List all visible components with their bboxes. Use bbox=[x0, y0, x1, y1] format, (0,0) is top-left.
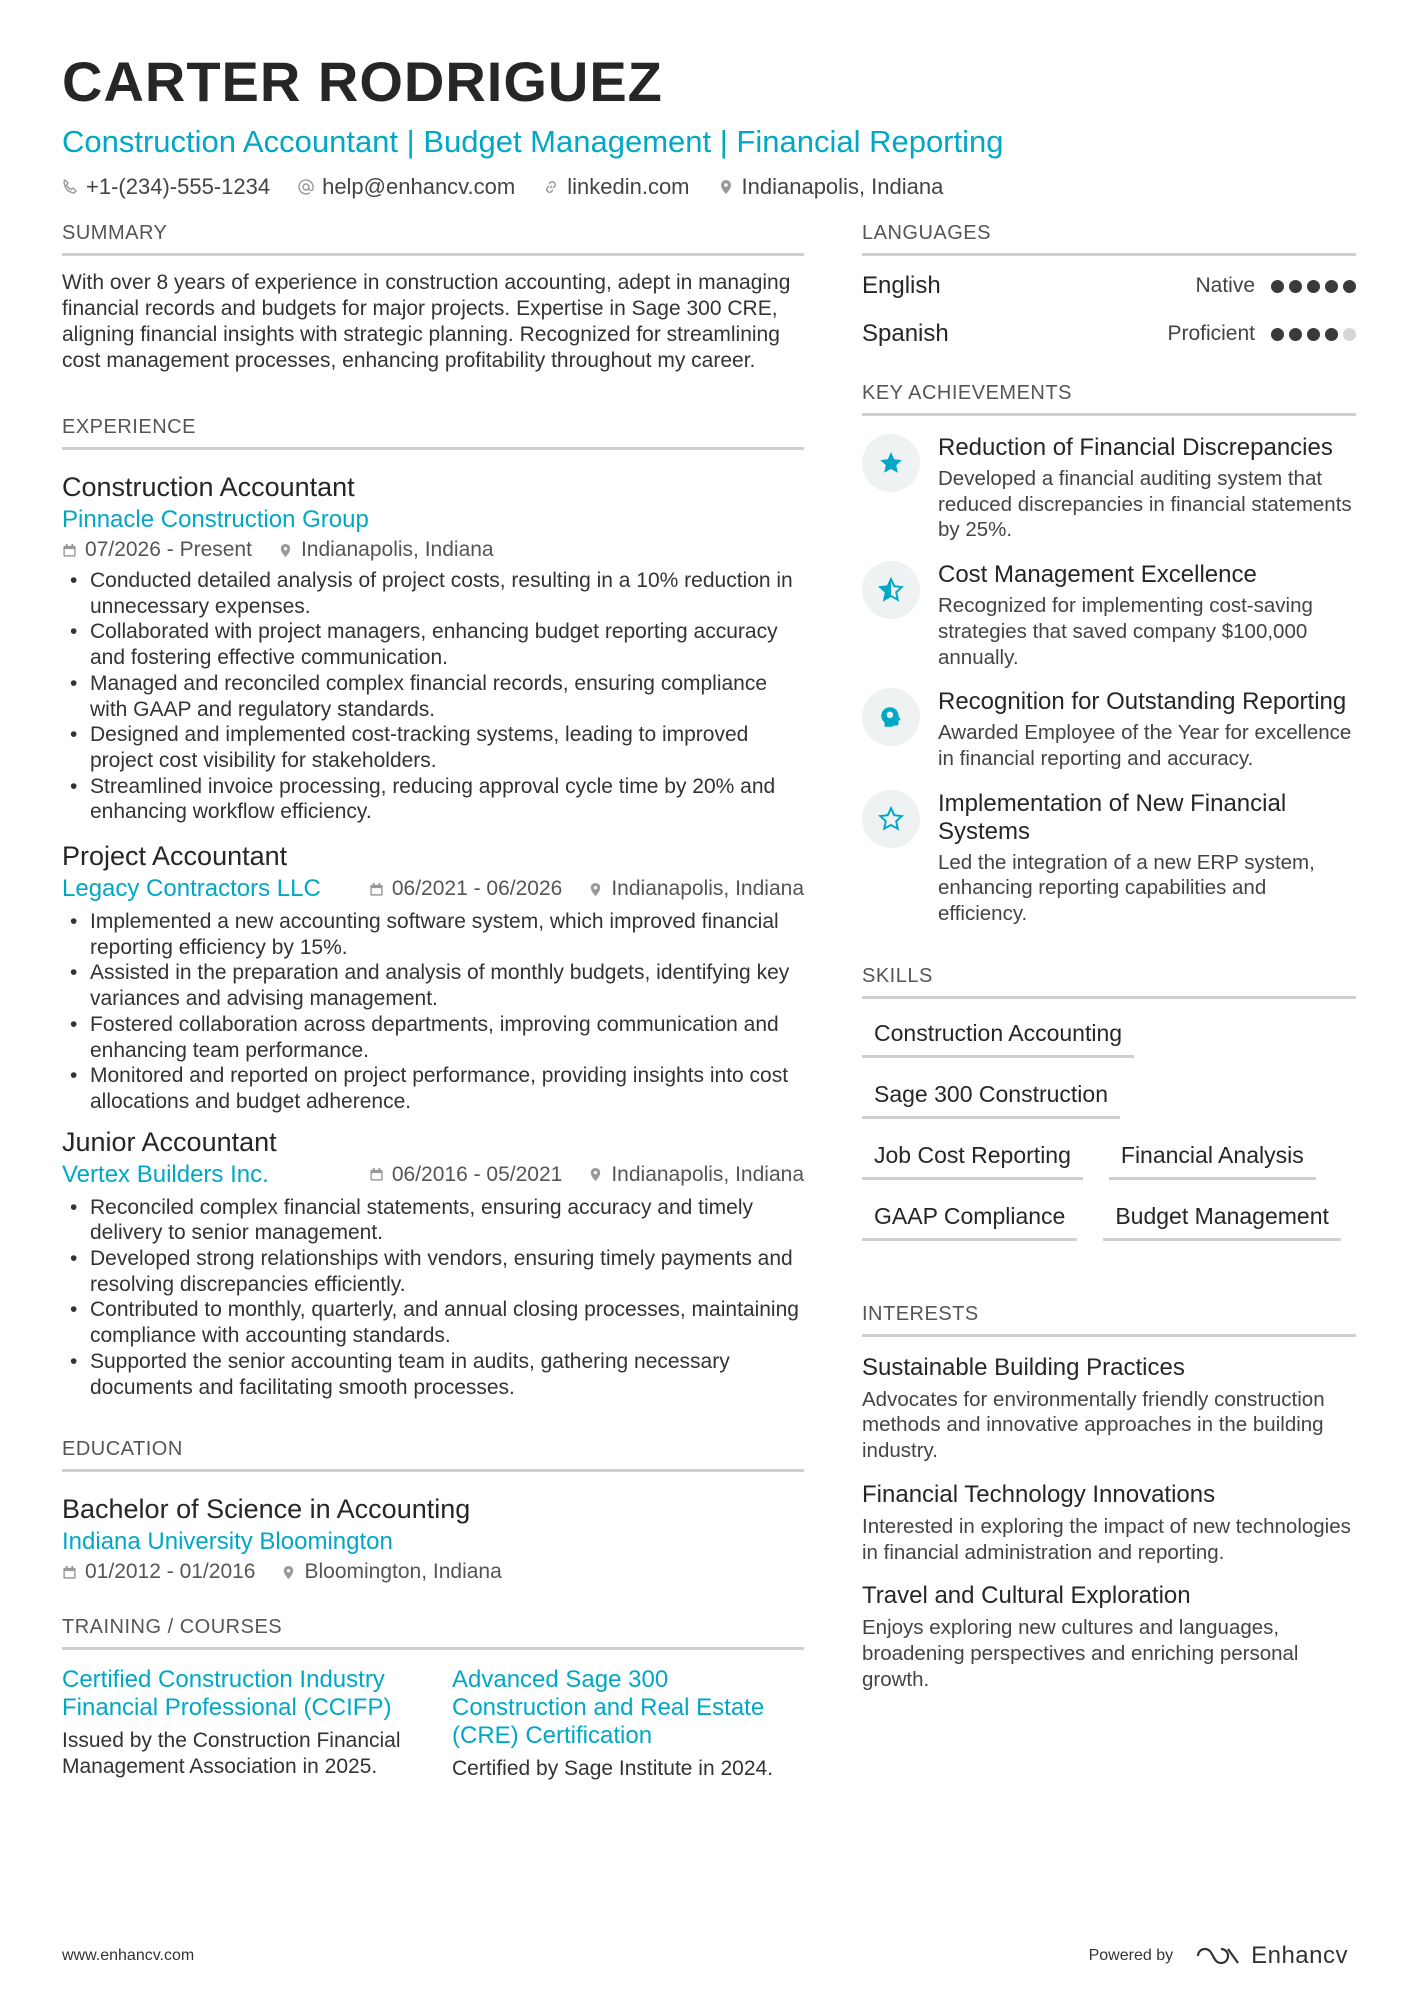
achievement-body bbox=[938, 561, 1356, 670]
rating-dot bbox=[1271, 280, 1284, 293]
footer bbox=[62, 1942, 1348, 1970]
location-pin-icon bbox=[588, 882, 603, 897]
bullet: • Designed and implemented cost-tracking systems, leading to improved project cost visibility for stakeholders. bbox=[62, 722, 804, 773]
education-location bbox=[281, 1558, 501, 1586]
rating-dot bbox=[1325, 328, 1338, 341]
job-entry bbox=[62, 1125, 804, 1401]
at-icon bbox=[298, 179, 314, 195]
location-pin-icon bbox=[718, 179, 734, 195]
brand-name: Enhancv bbox=[1251, 1942, 1348, 1969]
achievement-title: Reduction of Financial Discrepancies bbox=[938, 434, 1333, 461]
location-pin-icon bbox=[588, 1167, 603, 1182]
job-bullets bbox=[62, 909, 804, 1115]
job-location bbox=[588, 1161, 804, 1189]
star-outline-icon bbox=[878, 806, 904, 832]
courses-list bbox=[62, 1666, 804, 1782]
job-company-row bbox=[62, 873, 804, 905]
achievement-body bbox=[938, 434, 1356, 543]
job-location-text: Indianapolis, Indiana bbox=[611, 1162, 804, 1186]
footer-website[interactable]: www.enhancv.com bbox=[62, 1947, 195, 1964]
skills-heading: SKILLS bbox=[862, 965, 1356, 999]
contact-email[interactable] bbox=[298, 174, 515, 200]
bullet: • Developed strong relationships with vendors, ensuring timely payments and resolving discrepancies efficiently. bbox=[62, 1246, 804, 1297]
language-name: English bbox=[862, 272, 941, 299]
job-bullets bbox=[62, 1195, 804, 1401]
degree: Bachelor of Science in Accounting bbox=[62, 1494, 471, 1525]
bullet: • Managed and reconciled complex financial records, ensuring compliance with GAAP and regulatory standards. bbox=[62, 671, 804, 722]
achievements-section bbox=[862, 382, 1356, 927]
phone-icon bbox=[62, 179, 78, 195]
course-desc: Issued by the Construction Financial Management Association in 2025. bbox=[62, 1729, 401, 1778]
experience-section bbox=[62, 416, 804, 1400]
achievement-title: Cost Management Excellence bbox=[938, 561, 1257, 589]
rating-dot bbox=[1307, 328, 1320, 341]
language-rating bbox=[1271, 328, 1356, 341]
education-entry bbox=[62, 1492, 804, 1586]
phone-text: +1-(234)-555-1234 bbox=[86, 174, 271, 199]
job-location bbox=[588, 875, 804, 903]
course-item bbox=[452, 1666, 802, 1782]
contact-bar bbox=[62, 174, 1362, 200]
job-dates-text: 06/2021 - 06/2026 bbox=[391, 877, 563, 901]
rating-dot bbox=[1307, 280, 1320, 293]
powered-by-text: Powered by bbox=[1088, 1947, 1174, 1964]
left-column bbox=[62, 222, 804, 1812]
location-pin-icon bbox=[281, 1565, 296, 1580]
enhancv-logo-icon bbox=[1195, 1945, 1241, 1967]
bullet: • Assisted in the preparation and analysis of monthly budgets, identifying key variances and advising management. bbox=[62, 960, 804, 1011]
job-dates-text: 07/2026 - Present bbox=[85, 538, 252, 561]
bullet: • Supported the senior accounting team in audits, gathering necessary documents and facilitating smooth processes. bbox=[62, 1349, 804, 1400]
brand-logo[interactable] bbox=[1195, 1942, 1348, 1970]
calendar-icon bbox=[62, 1565, 77, 1580]
achievement-body bbox=[938, 688, 1356, 771]
language-name: Spanish bbox=[862, 320, 949, 347]
star-half-icon bbox=[878, 577, 904, 603]
achievement-title: Implementation of New Financial Systems bbox=[938, 789, 1287, 845]
location-text: Indianapolis, Indiana bbox=[741, 174, 944, 199]
achievement-icon-wrap bbox=[862, 561, 920, 619]
job-company-row bbox=[62, 1159, 804, 1191]
achievement-title: Recognition for Outstanding Reporting bbox=[938, 688, 1347, 716]
rating-dot bbox=[1289, 280, 1302, 293]
education-section bbox=[62, 1438, 804, 1586]
header bbox=[62, 52, 1362, 200]
company-name: Vertex Builders Inc. bbox=[62, 1160, 269, 1188]
calendar-icon bbox=[369, 1167, 384, 1182]
course-item bbox=[62, 1666, 412, 1782]
training-section bbox=[62, 1616, 804, 1782]
star-filled-icon bbox=[878, 450, 904, 476]
language-item bbox=[862, 268, 1356, 304]
summary-text: With over 8 years of experience in construction accounting, adept in managing financial records and budgets for major projects. Expertise in Sage 300 CRE, aligning financial insights with strategic planning. Recognized for streamlining cost management processes, enhancing profitability throughout my career. bbox=[62, 271, 791, 372]
bullet: • Conducted detailed analysis of project costs, resulting in a 10% reduction in unnecessary expenses. bbox=[62, 568, 804, 619]
job-title: Junior Accountant bbox=[62, 1126, 277, 1157]
school-name: Indiana University Bloomington bbox=[62, 1528, 393, 1556]
job-meta bbox=[62, 536, 804, 564]
achievement-body bbox=[938, 790, 1356, 927]
job-dates-text: 06/2016 - 05/2021 bbox=[391, 1162, 563, 1186]
rating-dot bbox=[1343, 280, 1356, 293]
bullet: • Monitored and reported on project performance, providing insights into cost allocations and budget adherence. bbox=[62, 1063, 804, 1114]
achievement-icon-wrap bbox=[862, 688, 920, 746]
rating-dot bbox=[1289, 328, 1302, 341]
interests-heading: INTERESTS bbox=[862, 1303, 1356, 1337]
language-proficiency bbox=[1167, 322, 1356, 346]
job-meta bbox=[369, 1161, 804, 1189]
language-proficiency bbox=[1195, 274, 1356, 298]
language-level: Native bbox=[1195, 274, 1255, 297]
candidate-name: CARTER RODRIGUEZ bbox=[62, 50, 663, 113]
skill-tag: Sage 300 Construction bbox=[862, 1076, 1120, 1119]
language-item bbox=[862, 316, 1356, 352]
skill-tag: GAAP Compliance bbox=[862, 1198, 1077, 1241]
achievement-icon-wrap bbox=[862, 434, 920, 492]
bullet: • Implemented a new accounting software system, which improved financial reporting efficiency by 15%. bbox=[62, 909, 804, 960]
contact-location bbox=[718, 174, 944, 200]
education-meta bbox=[62, 1558, 804, 1586]
bullet: • Contributed to monthly, quarterly, and annual closing processes, maintaining compliance with accounting standards. bbox=[62, 1297, 804, 1348]
job-bullets bbox=[62, 568, 804, 825]
interest-item bbox=[862, 1581, 1356, 1692]
languages-heading: LANGUAGES bbox=[862, 222, 1356, 256]
language-level: Proficient bbox=[1167, 322, 1255, 345]
job-entry bbox=[62, 470, 804, 825]
achievement-item bbox=[862, 434, 1356, 543]
job-title: Project Accountant bbox=[62, 841, 288, 872]
company-name: Pinnacle Construction Group bbox=[62, 506, 369, 533]
powered-by bbox=[1089, 1942, 1348, 1970]
achievement-desc: Awarded Employee of the Year for excellence in financial reporting and accuracy. bbox=[938, 721, 1352, 770]
interest-desc: Advocates for environmentally friendly construction methods and innovative approaches in the building industry. bbox=[862, 1387, 1325, 1463]
achievements-heading: KEY ACHIEVEMENTS bbox=[862, 382, 1356, 416]
linkedin-text: linkedin.com bbox=[567, 174, 690, 199]
rating-dot bbox=[1271, 328, 1284, 341]
skill-tag: Financial Analysis bbox=[1109, 1137, 1316, 1180]
calendar-icon bbox=[369, 882, 384, 897]
interests-section bbox=[862, 1303, 1356, 1693]
email-text: help@enhancv.com bbox=[322, 174, 516, 199]
experience-heading: EXPERIENCE bbox=[62, 416, 804, 450]
brain-head-icon bbox=[878, 704, 904, 730]
skills-list bbox=[862, 1015, 1356, 1241]
job-meta bbox=[369, 875, 804, 903]
skill-tag: Job Cost Reporting bbox=[862, 1137, 1083, 1180]
education-heading: EDUCATION bbox=[62, 1438, 804, 1472]
interest-title: Sustainable Building Practices bbox=[862, 1353, 1185, 1381]
calendar-icon bbox=[62, 543, 77, 558]
company-name: Legacy Contractors LLC bbox=[62, 875, 321, 903]
job-dates bbox=[369, 1161, 562, 1189]
bullet: • Collaborated with project managers, enhancing budget reporting accuracy and fostering effective communication. bbox=[62, 619, 804, 670]
bullet: • Streamlined invoice processing, reducing approval cycle time by 20% and enhancing workflow efficiency. bbox=[62, 774, 804, 825]
summary-section bbox=[62, 222, 804, 374]
summary-heading: SUMMARY bbox=[62, 222, 804, 256]
skill-tag: Construction Accounting bbox=[862, 1015, 1134, 1058]
course-title: Certified Construction Industry Financial Professional (CCIFP) bbox=[62, 1666, 392, 1722]
headline: Construction Accountant | Budget Management | Financial Reporting bbox=[62, 124, 1004, 159]
skill-tag: Budget Management bbox=[1103, 1198, 1341, 1241]
job-entry bbox=[62, 839, 804, 1115]
interest-title: Travel and Cultural Exploration bbox=[862, 1582, 1191, 1610]
right-column bbox=[862, 222, 1356, 1722]
achievement-icon-wrap bbox=[862, 790, 920, 848]
education-dates-text: 01/2012 - 01/2016 bbox=[85, 1560, 256, 1584]
contact-linkedin[interactable] bbox=[543, 174, 689, 200]
interest-desc: Interested in exploring the impact of new technologies in financial administration and reporting. bbox=[862, 1514, 1351, 1564]
job-location-text: Indianapolis, Indiana bbox=[611, 877, 804, 901]
job-location-text: Indianapolis, Indiana bbox=[300, 538, 494, 561]
education-dates bbox=[62, 1558, 255, 1586]
achievement-item bbox=[862, 688, 1356, 771]
achievement-desc: Developed a financial auditing system that reduced discrepancies in financial statements by 25%. bbox=[938, 467, 1352, 542]
contact-phone[interactable] bbox=[62, 174, 270, 200]
job-location bbox=[278, 536, 494, 564]
interest-item bbox=[862, 1480, 1356, 1565]
course-title: Advanced Sage 300 Construction and Real Estate (CRE) Certification bbox=[452, 1666, 765, 1750]
rating-dot bbox=[1325, 280, 1338, 293]
rating-dot bbox=[1343, 328, 1356, 341]
bullet: • Fostered collaboration across departments, improving communication and enhancing team performance. bbox=[62, 1012, 804, 1063]
interest-desc: Enjoys exploring new cultures and languages, broadening perspectives and enriching personal growth. bbox=[862, 1616, 1299, 1691]
job-dates bbox=[369, 875, 562, 903]
achievement-item bbox=[862, 790, 1356, 927]
achievement-desc: Recognized for implementing cost-saving strategies that saved company $100,000 annually. bbox=[938, 594, 1313, 669]
achievement-item bbox=[862, 561, 1356, 670]
training-heading: TRAINING / COURSES bbox=[62, 1616, 804, 1650]
link-icon bbox=[543, 179, 559, 195]
languages-section bbox=[862, 222, 1356, 352]
job-title: Construction Accountant bbox=[62, 472, 355, 502]
skills-section bbox=[862, 965, 1356, 1241]
education-location-text: Bloomington, Indiana bbox=[304, 1560, 502, 1584]
job-dates bbox=[62, 536, 252, 564]
language-rating bbox=[1271, 280, 1356, 293]
interest-item bbox=[862, 1353, 1356, 1464]
bullet: • Reconciled complex financial statements, ensuring accuracy and timely delivery to senior management. bbox=[62, 1195, 804, 1246]
location-pin-icon bbox=[278, 543, 293, 558]
course-desc: Certified by Sage Institute in 2024. bbox=[452, 1757, 774, 1781]
achievement-desc: Led the integration of a new ERP system, enhancing reporting capabilities and efficiency. bbox=[938, 850, 1315, 926]
interest-title: Financial Technology Innovations bbox=[862, 1480, 1216, 1508]
